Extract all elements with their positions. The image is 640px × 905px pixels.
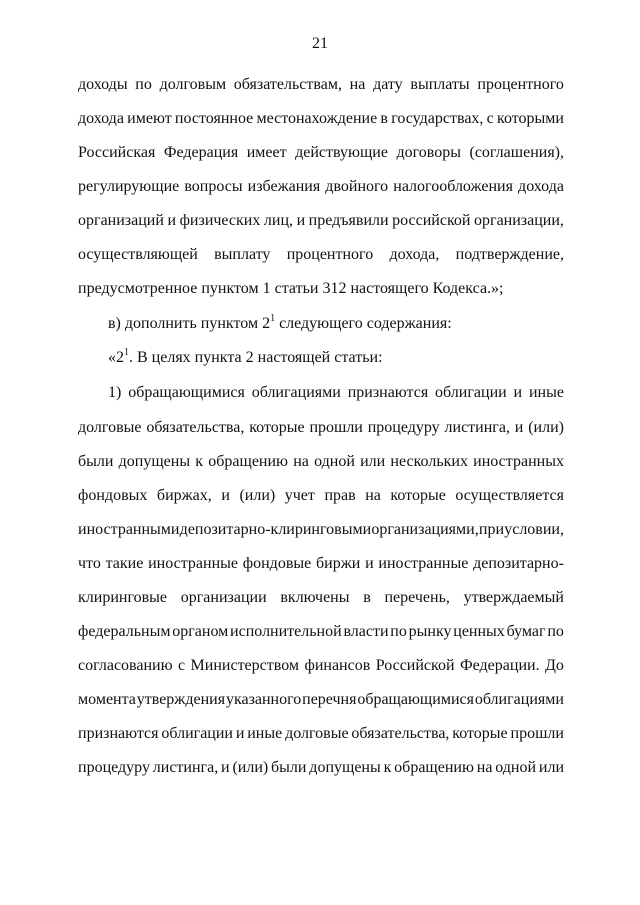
- word: по: [135, 76, 152, 93]
- text-line-12: [78, 451, 564, 473]
- word: лиц,: [263, 212, 294, 229]
- word: бумаг: [506, 623, 546, 640]
- word: депозитарно-клиринговыми: [179, 521, 372, 538]
- word: власти: [343, 623, 389, 640]
- word: к: [383, 759, 392, 776]
- word: которыми: [497, 110, 564, 127]
- word: и: [514, 419, 524, 436]
- word: рынку: [408, 623, 452, 640]
- text-segment: в) дополнить пунктом 2: [108, 315, 271, 332]
- text-line-8: [108, 313, 594, 335]
- text-line-10: [108, 382, 564, 404]
- word: при: [478, 521, 505, 538]
- word: указанного: [225, 691, 302, 708]
- text-line-3: [78, 142, 564, 164]
- word: процедуру: [367, 419, 440, 436]
- word: и: [221, 759, 230, 776]
- word: согласованию: [78, 657, 173, 674]
- word: в: [380, 110, 388, 127]
- word: предъявили: [308, 212, 389, 229]
- word: в: [363, 589, 371, 606]
- text-line-14: [78, 519, 564, 541]
- word: фондовых: [78, 487, 148, 504]
- word: облигации: [435, 384, 507, 401]
- text-segment: следующего содержания:: [275, 315, 452, 332]
- word: биржи: [316, 555, 361, 572]
- word: фондовые: [242, 555, 312, 572]
- text-line-20: [78, 723, 564, 745]
- word: ценных: [453, 623, 505, 640]
- word: прав: [324, 487, 356, 504]
- word: Федерации.: [460, 657, 540, 674]
- word: прошли: [309, 419, 363, 436]
- word: и: [513, 384, 523, 401]
- word: на: [349, 76, 366, 93]
- word: прошли: [510, 725, 564, 742]
- word: дохода: [518, 178, 564, 195]
- word: иностранные: [148, 555, 238, 572]
- word: которые: [390, 487, 446, 504]
- word: имеет: [246, 144, 287, 161]
- word: вопросы: [184, 178, 243, 195]
- word: долговым: [159, 76, 227, 93]
- word: облигациями: [251, 384, 341, 401]
- text-segment: . В целях пункта 2 настоящей статьи:: [129, 349, 383, 366]
- word: по: [547, 623, 564, 640]
- word: и: [365, 555, 374, 572]
- text-line-15: [78, 553, 564, 575]
- word: осуществляется: [455, 487, 564, 504]
- text-line-17: [78, 621, 564, 643]
- word: Федерация: [163, 144, 239, 161]
- word: с: [178, 657, 186, 674]
- word: обращающимися: [128, 384, 245, 401]
- word: биржах,: [156, 487, 212, 504]
- text-segment: «2: [108, 349, 124, 366]
- word: (соглашения),: [469, 144, 564, 161]
- word: с: [486, 110, 494, 127]
- word: допущены: [309, 759, 381, 776]
- word: и: [235, 725, 245, 742]
- word: иностранных: [473, 453, 564, 470]
- word: утверждения: [136, 691, 226, 708]
- word: федеральным: [78, 623, 171, 640]
- word: организации,: [474, 212, 564, 229]
- word: осуществляющей: [78, 246, 198, 263]
- word: доходы: [78, 76, 128, 93]
- word: избежания: [247, 178, 321, 195]
- word: листинга,: [444, 419, 510, 436]
- word: к: [195, 453, 204, 470]
- word: такие: [105, 555, 144, 572]
- superscript: 1: [270, 312, 276, 324]
- word: момента: [78, 691, 136, 708]
- word: депозитарно-: [473, 555, 564, 572]
- word: Российской: [375, 657, 455, 674]
- word: которые: [452, 725, 508, 742]
- word: иностранные: [378, 555, 469, 572]
- word: местонахождение: [256, 110, 378, 127]
- word: До: [545, 657, 564, 674]
- word: (или): [239, 487, 276, 504]
- text-line-1: [78, 74, 564, 96]
- word: договоры: [396, 144, 461, 161]
- word: на: [293, 453, 309, 470]
- word: финансов: [304, 657, 371, 674]
- word: Министерством: [190, 657, 300, 674]
- word: Российская: [78, 144, 156, 161]
- word: выплаты: [410, 76, 470, 93]
- word: обязательства,: [146, 419, 245, 436]
- word: налогообложения: [393, 178, 513, 195]
- word: государствах,: [391, 110, 484, 127]
- word: органом: [172, 623, 229, 640]
- word: иные: [528, 384, 564, 401]
- word: процентного: [286, 246, 374, 263]
- word: листинга,: [152, 759, 219, 776]
- word: включены: [280, 589, 350, 606]
- text-line-13: [78, 485, 564, 507]
- word: обращению: [394, 759, 474, 776]
- word: обращению: [208, 453, 289, 470]
- text-line-4: [78, 176, 564, 198]
- word: дату: [373, 76, 403, 93]
- text-line-9: [108, 347, 594, 369]
- word: клиринговые: [78, 589, 168, 606]
- word: иностранными: [78, 521, 180, 538]
- text-line-18: [78, 655, 564, 677]
- word: постоянное: [174, 110, 254, 127]
- text-line-6: [78, 244, 564, 266]
- word: (или): [232, 759, 269, 776]
- text-line-11: [78, 417, 564, 439]
- word: и: [296, 212, 306, 229]
- word: процентного: [477, 76, 564, 93]
- word: на: [476, 759, 493, 776]
- word: на: [365, 487, 381, 504]
- word: нескольких: [390, 453, 468, 470]
- superscript: 1: [124, 346, 129, 358]
- word: или: [538, 759, 564, 776]
- word: условии,: [504, 521, 564, 538]
- word: действующие: [295, 144, 388, 161]
- word: и: [167, 212, 177, 229]
- word: долговые: [285, 725, 349, 742]
- word: иные: [247, 725, 283, 742]
- word: дохода,: [389, 246, 440, 263]
- text-line-5: [78, 210, 564, 232]
- word: обязательства,: [351, 725, 450, 742]
- word: и: [221, 487, 230, 504]
- word: процедуру: [78, 759, 150, 776]
- word: регулирующие: [78, 178, 180, 195]
- word: 1): [108, 384, 122, 401]
- word: долговые: [78, 419, 142, 436]
- word: признаются: [78, 725, 159, 742]
- word: (или): [528, 419, 564, 436]
- text-line-7: предусмотренное пунктом 1 статьи 312 настоящего Кодекса.»;: [78, 280, 504, 297]
- word: одной: [314, 453, 355, 470]
- text-line-21: [78, 757, 564, 779]
- word: российской: [392, 212, 471, 229]
- word: организации: [180, 589, 267, 606]
- word: которые: [249, 419, 305, 436]
- word: облигации: [161, 725, 233, 742]
- word: обязательствам,: [233, 76, 342, 93]
- word: организаций: [78, 212, 164, 229]
- word: облигациями: [474, 691, 564, 708]
- word: подтверждение,: [455, 246, 564, 263]
- word: допущены: [118, 453, 191, 470]
- word: физических: [179, 212, 261, 229]
- word: были: [271, 759, 307, 776]
- text-line-19: [78, 689, 564, 711]
- word: одной: [495, 759, 537, 776]
- page-number: 21: [312, 35, 328, 52]
- word: обращающимися: [357, 691, 474, 708]
- word: выплату: [214, 246, 271, 263]
- word: или: [360, 453, 386, 470]
- word: что: [78, 555, 101, 572]
- word: двойного: [325, 178, 389, 195]
- word: утверждаемый: [463, 589, 564, 606]
- word: учет: [284, 487, 315, 504]
- word: перечня: [302, 691, 357, 708]
- word: дохода: [78, 110, 124, 127]
- word: организациями,: [371, 521, 479, 538]
- word: перечень,: [384, 589, 450, 606]
- text-line-2: [78, 108, 564, 130]
- word: признаются: [347, 384, 429, 401]
- word: исполнительной: [230, 623, 342, 640]
- text-line-16: [78, 587, 564, 609]
- word: были: [78, 453, 114, 470]
- word: по: [390, 623, 407, 640]
- word: имеют: [127, 110, 172, 127]
